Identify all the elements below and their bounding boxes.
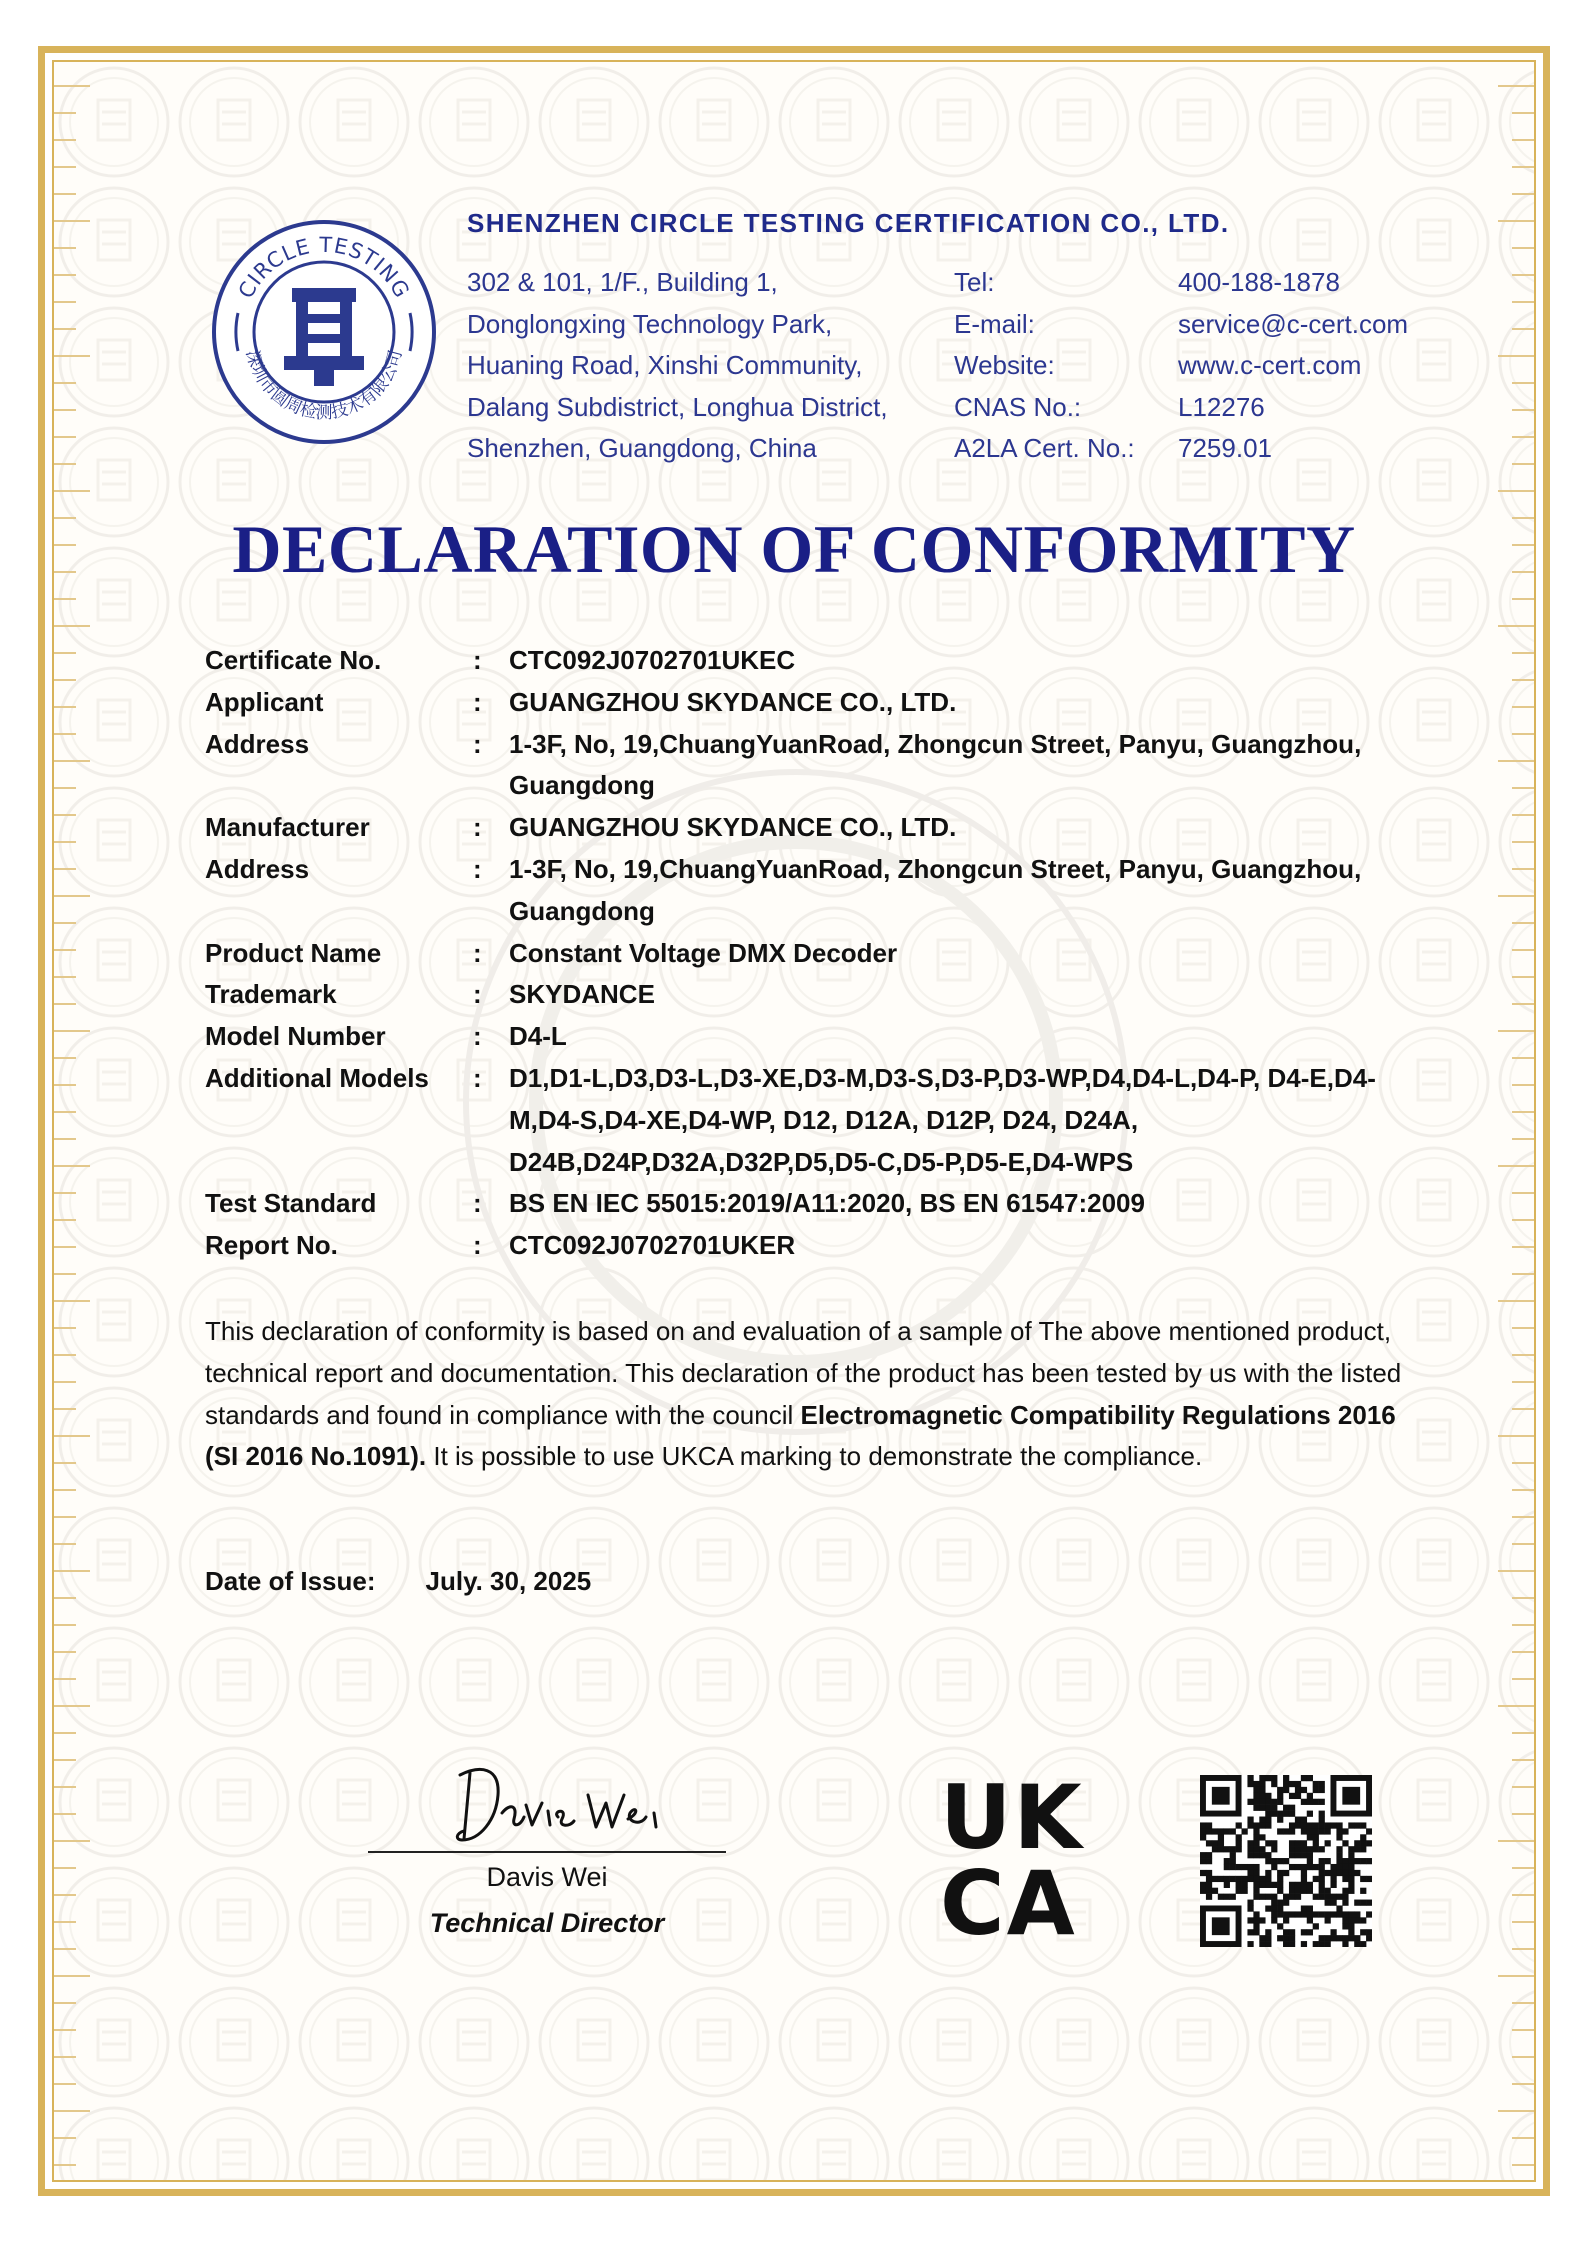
signature-text: Davis Wei — [440, 1755, 445, 1756]
field-label: Manufacturer — [205, 812, 370, 843]
tel-value: 400-188-1878 — [1178, 267, 1340, 297]
signatory-title: Technical Director — [429, 1908, 665, 1938]
field-colon: : — [473, 937, 482, 968]
field-value: CTC092J0702701UKER — [509, 1230, 796, 1261]
regulation-reference: Electromagnetic Compatibility Regulations 2016 (SI 2016 No.1091). — [205, 1399, 1396, 1472]
field-label: Model Number — [205, 1021, 386, 1052]
field-colon: : — [473, 1021, 482, 1052]
issue-label: Date of Issue: — [205, 1566, 376, 1596]
address-line: 302 & 101, 1/F., Building 1, — [467, 267, 778, 297]
field-label: Applicant — [205, 686, 324, 717]
a2la-label: A2LA Cert. No.: — [954, 433, 1135, 463]
field-row — [205, 1058, 1435, 1183]
cnas-value: L12276 — [1178, 391, 1265, 422]
svg-text:深圳市圆周检测技术有限公司: 深圳市圆周检测技术有限公司 — [241, 347, 407, 423]
field-colon: : — [473, 686, 482, 717]
date-of-issue — [205, 1566, 591, 1597]
email-label: E-mail: — [954, 308, 1035, 339]
cnas-label: CNAS No.: — [954, 391, 1082, 422]
field-label: Address — [205, 853, 310, 884]
field-value: SKYDANCE — [509, 979, 655, 1010]
left-ruler-ticks — [54, 62, 102, 2180]
ukca-mark — [940, 1766, 1115, 1955]
field-value: D1,D1-L,D3,D3-L,D3-XE,D3-M,D3-S,D3-P,D3-WP,D4,D4-L,D4-P, D4-E,D4-M,D4-S,D4-XE,D4-WP, D12, D12A, D12P, D24, D24A, D24B,D24P,D32A,D32P,D5,D5-C,D5-P,D5-E,D4-WPS — [509, 1062, 1376, 1177]
company-name: SHENZHEN CIRCLE TESTING CERTIFICATION CO., LTD. — [467, 208, 1230, 238]
company-address — [467, 262, 888, 470]
website-label: Website: — [954, 350, 1055, 380]
field-label: Report No. — [205, 1230, 338, 1261]
svg-text:CIRCLE TESTING: CIRCLE TESTING — [233, 232, 415, 303]
field-colon: : — [473, 853, 482, 884]
field-label: Certificate No. — [205, 645, 382, 675]
field-colon: : — [473, 1230, 482, 1261]
field-row — [205, 1016, 1435, 1058]
signature-line — [368, 1851, 726, 1853]
circle-testing-logo — [210, 218, 438, 446]
declaration-text: This declaration of conformity is based on and evaluation of a sample of The above mentioned product, technical report and documentation. This declaration of the product has been tested by us with the listed standards and found in compliance with the council — [205, 1316, 1402, 1430]
certificate-fields — [205, 640, 1435, 1267]
field-row — [205, 1225, 1435, 1267]
contact-values — [1178, 262, 1408, 470]
field-row — [205, 849, 1435, 933]
field-colon: : — [473, 1188, 482, 1219]
qr-code — [1200, 1775, 1372, 1947]
field-value: BS EN IEC 55015:2019/A11:2020, BS EN 61547:2009 — [509, 1188, 1145, 1219]
ukca-line-2: CA — [940, 1852, 1077, 1955]
a2la-value: 7259.01 — [1178, 433, 1272, 463]
field-row — [205, 724, 1435, 808]
field-label: Test Standard — [205, 1188, 377, 1219]
field-value: GUANGZHOU SKYDANCE CO., LTD. — [509, 812, 957, 843]
field-row — [205, 807, 1435, 849]
field-label: Additional Models — [205, 1062, 429, 1093]
field-label: Address — [205, 728, 310, 759]
field-row — [205, 974, 1435, 1016]
field-value: D4-L — [509, 1021, 567, 1052]
field-colon: : — [473, 812, 482, 843]
field-row — [205, 640, 1435, 682]
field-value: 1-3F, No, 19,ChuangYuanRoad, Zhongcun Street, Panyu, Guangzhou, Guangdong — [509, 728, 1362, 801]
field-colon: : — [473, 645, 482, 675]
signatory-name: Davis Wei — [486, 1862, 608, 1892]
field-value: CTC092J0702701UKEC — [509, 645, 796, 675]
ukca-line-1: UK — [940, 1766, 1084, 1869]
website-value: www.c-cert.com — [1178, 350, 1362, 380]
address-line: Shenzhen, Guangdong, China — [467, 433, 817, 463]
field-colon: : — [473, 979, 482, 1010]
field-label: Product Name — [205, 937, 382, 968]
field-value: GUANGZHOU SKYDANCE CO., LTD. — [509, 686, 957, 717]
handwritten-signature — [440, 1755, 680, 1850]
declaration-statement — [205, 1311, 1435, 1478]
issue-date: July. 30, 2025 — [425, 1566, 592, 1596]
tel-label: Tel: — [954, 267, 995, 297]
field-value: 1-3F, No, 19,ChuangYuanRoad, Zhongcun Street, Panyu, Guangzhou, Guangdong — [509, 853, 1362, 926]
field-row — [205, 933, 1435, 975]
field-colon: : — [473, 1062, 482, 1093]
field-label: Trademark — [205, 979, 337, 1010]
address-line: Donglongxing Technology Park, — [467, 308, 833, 339]
contact-labels — [954, 262, 1135, 470]
document-title: DECLARATION OF CONFORMITY — [232, 511, 1356, 587]
field-value: Constant Voltage DMX Decoder — [509, 937, 898, 968]
right-ruler-ticks — [1486, 62, 1534, 2180]
field-row — [205, 1183, 1435, 1225]
field-row — [205, 682, 1435, 724]
field-colon: : — [473, 728, 482, 759]
email-value: service@c-cert.com — [1178, 308, 1409, 339]
declaration-text-end: It is possible to use UKCA marking to demonstrate the compliance. — [426, 1441, 1203, 1472]
address-line: Dalang Subdistrict, Longhua District, — [467, 391, 888, 422]
address-line: Huaning Road, Xinshi Community, — [467, 350, 863, 380]
